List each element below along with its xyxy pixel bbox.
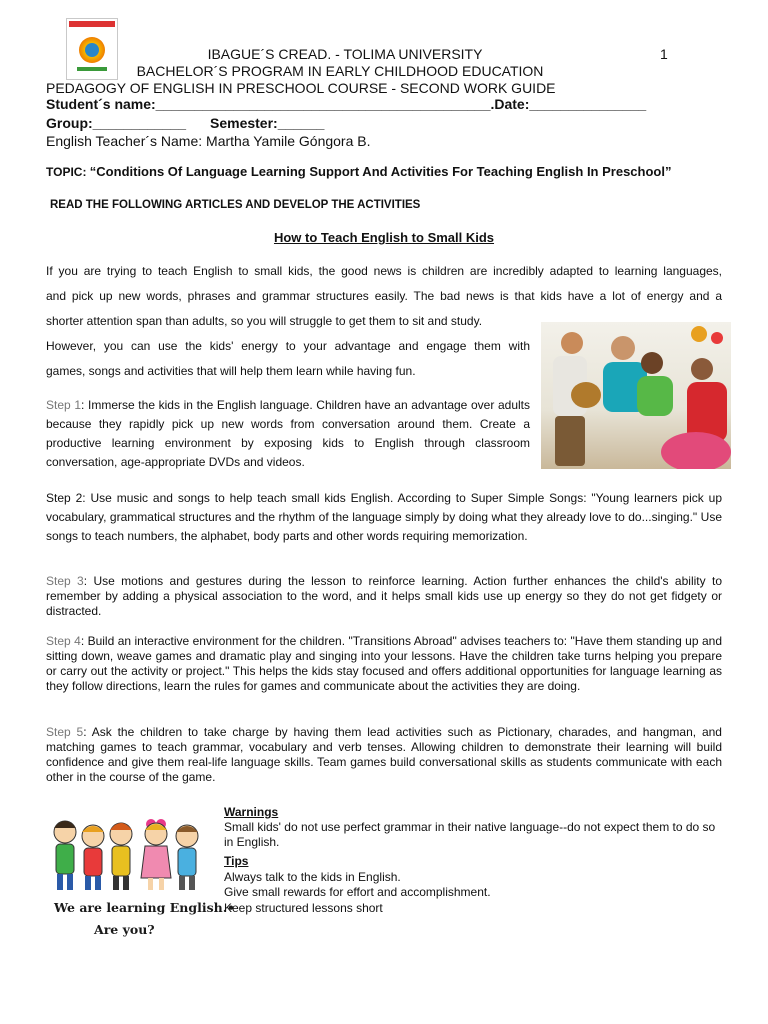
cartoon-kid-3 bbox=[110, 823, 132, 890]
topic-label: TOPIC: bbox=[46, 165, 87, 179]
step-5-label: Step 5 bbox=[46, 725, 84, 739]
logo-figure-icon bbox=[85, 43, 99, 57]
cartoon-kid-5 bbox=[176, 825, 198, 890]
cartoon-kids-image bbox=[47, 806, 209, 898]
step-4-label: Step 4 bbox=[46, 634, 81, 648]
header-line-2: BACHELOR´S PROGRAM IN EARLY CHILDHOOD EDUCATION bbox=[136, 63, 544, 79]
semester-field: Semester:______ bbox=[210, 115, 325, 131]
cartoon-kid-1 bbox=[54, 821, 76, 890]
step-1-label: Step 1 bbox=[46, 398, 82, 412]
step-3-text: : Use motions and gestures during the lesson to reinforce learning. Action further enhances the child's ability to remember by adding a physical association to the word, and it helps small kids use up energy so they do not get fidgety or distracted. bbox=[46, 574, 722, 618]
step-3-label: Step 3 bbox=[46, 574, 84, 588]
step-2: Step 2: Use music and songs to help teach small kids English. According to Super Simple Songs: "Young learners pick up vocabulary, grammatical structures and the rhythm of the language simply by doing what they already love to do...singing." Use songs to teach numbers, the alphabet, body parts and other words requiring memorization. bbox=[46, 491, 722, 543]
kids-classroom-photo bbox=[541, 322, 731, 469]
teacher-name: English Teacher´s Name: Martha Yamile Góngora B. bbox=[46, 133, 371, 149]
warnings-text: Small kids' do not use perfect grammar in their native language--do not expect them to do so in English. bbox=[224, 820, 716, 849]
instruction-heading: READ THE FOLLOWING ARTICLES AND DEVELOP THE ACTIVITIES bbox=[50, 199, 421, 211]
cartoon-kid-4 bbox=[141, 819, 171, 890]
step-3 bbox=[46, 574, 722, 619]
page-number: 1 bbox=[660, 46, 668, 62]
topic-text: “Conditions Of Language Learning Support And Activities For Teaching English In Preschool” bbox=[89, 164, 672, 179]
header-line-3: PEDAGOGY OF ENGLISH IN PRESCHOOL COURSE - SECOND WORK GUIDE bbox=[46, 80, 556, 96]
intro-line-2: and pick up new words, phrases and grammar structures easily. The bad news is that kids have a lot of energy and a bbox=[46, 289, 722, 303]
intro-line-5: games, songs and activities that will help them learn while having fun. bbox=[46, 364, 416, 378]
article-title: How to Teach English to Small Kids bbox=[273, 230, 495, 245]
group-field: Group:____________ bbox=[46, 115, 187, 131]
logo-banner bbox=[69, 21, 115, 27]
step-5 bbox=[46, 725, 722, 785]
warnings-title: Warnings bbox=[224, 805, 279, 819]
intro-line-3: shorter attention span than adults, so you will struggle to get them to sit and study. bbox=[46, 314, 483, 328]
step-1-text: : Immerse the kids in the English language. Children have an advantage over adults because they rapidly pick up new words from conversation around them. Create a productive learning environment by exposing kids to English through classroom conversation, age-appropriate DVDs and videos. bbox=[46, 398, 531, 469]
tips-title: Tips bbox=[224, 854, 249, 868]
header-line-1: IBAGUE´S CREAD. - TOLIMA UNIVERSITY bbox=[207, 46, 483, 62]
intro-line-1: If you are trying to teach English to small kids, the good news is children are incredibly adapted to learning languages, bbox=[46, 264, 722, 278]
step-5-text: : Ask the children to take charge by having them lead activities such as Pictionary, charades, and hangman, and matching games to teach grammar, vocabulary and verb tenses. Allowing children to demonstrate their learning will build confidence and give them real-life language skills. Team games build conversational skills as students communicate with each other in the course of the game. bbox=[46, 725, 722, 784]
step-4 bbox=[46, 634, 722, 694]
tip-item: Always talk to the kids in English. bbox=[224, 870, 401, 884]
tip-item: Give small rewards for effort and accomplishment. bbox=[224, 885, 491, 899]
cartoon-kid-2 bbox=[82, 825, 104, 890]
cartoon-caption-2: Are you? bbox=[94, 922, 155, 937]
step-4-text: : Build an interactive environment for the children. "Transitions Abroad" advises teachers to: "Have them standing up and sitting down, weave games and dramatic play and singing into your lessons. Have the children take turns helping you prepare or carry out the activity or project." This helps the kids stay focused and offers additional opportunities for language learning as they follow directions, learn the rules for games and communicate about the activities they are doing. bbox=[46, 634, 722, 693]
intro-line-4: However, you can use the kids' energy to your advantage and engage them with bbox=[46, 339, 530, 353]
cartoon-caption-1: We are learning English.• bbox=[54, 900, 236, 915]
tip-item: Keep structured lessons short bbox=[224, 901, 383, 915]
step-1 bbox=[46, 396, 530, 472]
topic-line bbox=[46, 164, 746, 179]
student-name-field: Student´s name:___________________________________________.Date:_______________ bbox=[46, 96, 647, 112]
